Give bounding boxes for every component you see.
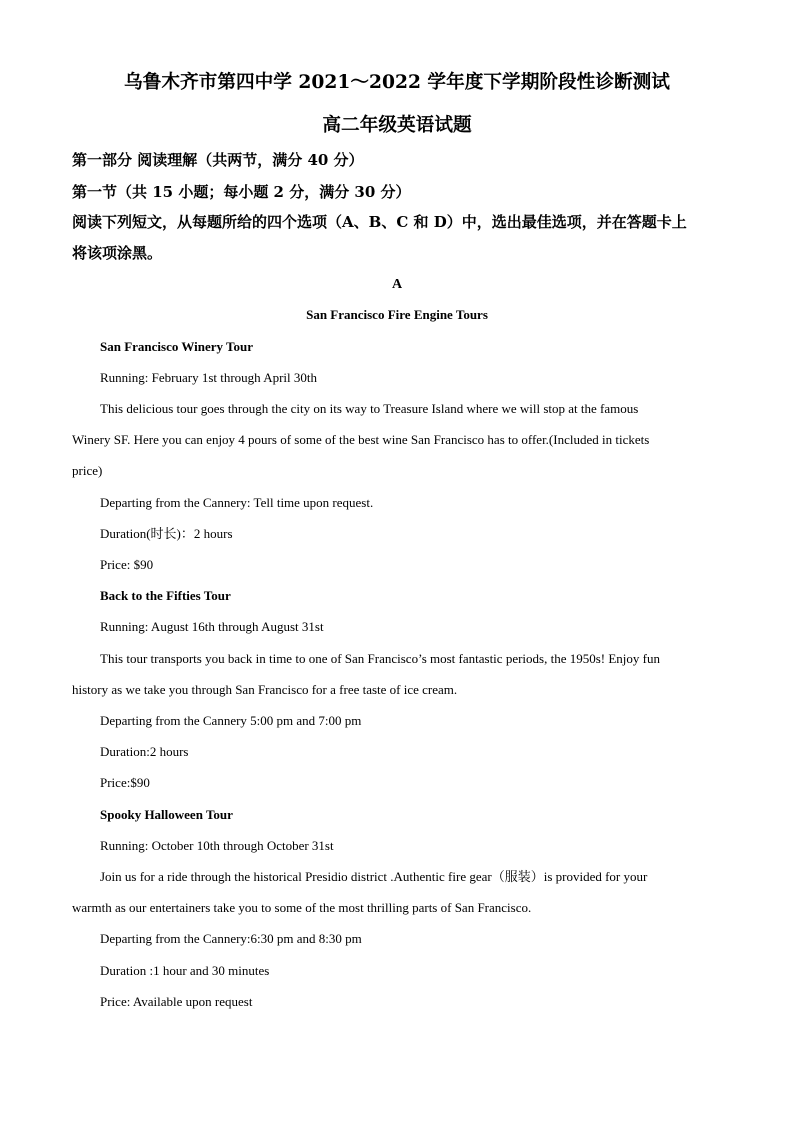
tour-description-line: Winery SF. Here you can enjoy 4 pours of some of the best wine San Francisco has to offer.(Included in tickets: [72, 432, 650, 447]
tour-description-line: This delicious tour goes through the city on its way to Treasure Island where we will stop at the famous: [100, 401, 639, 416]
tour-duration: Duration:2 hours: [100, 744, 189, 759]
tour-departing: Departing from the Cannery 5:00 pm and 7:00 pm: [100, 713, 362, 728]
tour-price: Price: $90: [100, 557, 154, 572]
tour-departing: Departing from the Cannery:6:30 pm and 8:30 pm: [100, 931, 362, 946]
tour-price: Price:$90: [100, 775, 150, 790]
exam-subtitle: 高二年级英语试题: [322, 114, 472, 136]
section-heading: 第一节（共 15 小题；每小题 2 分，满分 30 分）: [72, 183, 411, 201]
directions-line-1: 阅读下列短文，从每题所给的四个选项（A、B、C 和 D）中，选出最佳选项，并在答题卡上: [72, 213, 687, 231]
exam-title: 乌鲁木齐市第四中学 2021～2022 学年度下学期阶段性诊断测试: [124, 71, 670, 93]
directions-line-2: 将该项涂黑。: [72, 244, 163, 262]
part-heading: 第一部分 阅读理解（共两节，满分 40 分）: [72, 151, 364, 169]
tour-description-line: This tour transports you back in time to one of San Francisco’s most fantastic periods, the 1950s! Enjoy fun: [100, 651, 660, 666]
tour-description-line: Join us for a ride through the historical Presidio district .Authentic fire gear（服装）is provided for your: [100, 869, 648, 884]
tour-name: Spooky Halloween Tour: [100, 807, 233, 822]
tour-description-line: price): [72, 463, 103, 478]
tour-description-line: warmth as our entertainers take you to some of the most thrilling parts of San Francisco.: [72, 900, 532, 915]
tour-running: Running: October 10th through October 31st: [100, 838, 334, 853]
passage-title: San Francisco Fire Engine Tours: [306, 307, 488, 322]
tour-running: Running: February 1st through April 30th: [100, 370, 318, 385]
tour-duration: Duration(时长)：2 hours: [100, 526, 233, 541]
tour-duration: Duration :1 hour and 30 minutes: [100, 963, 270, 978]
tour-running: Running: August 16th through August 31st: [100, 619, 324, 634]
tour-description-line: history as we take you through San Francisco for a free taste of ice cream.: [72, 682, 458, 697]
tour-name: San Francisco Winery Tour: [100, 339, 254, 354]
passage-label: A: [391, 277, 403, 292]
tour-price: Price: Available upon request: [100, 994, 253, 1009]
tour-name: Back to the Fifties Tour: [100, 588, 231, 603]
tour-departing: Departing from the Cannery: Tell time upon request.: [100, 495, 374, 510]
